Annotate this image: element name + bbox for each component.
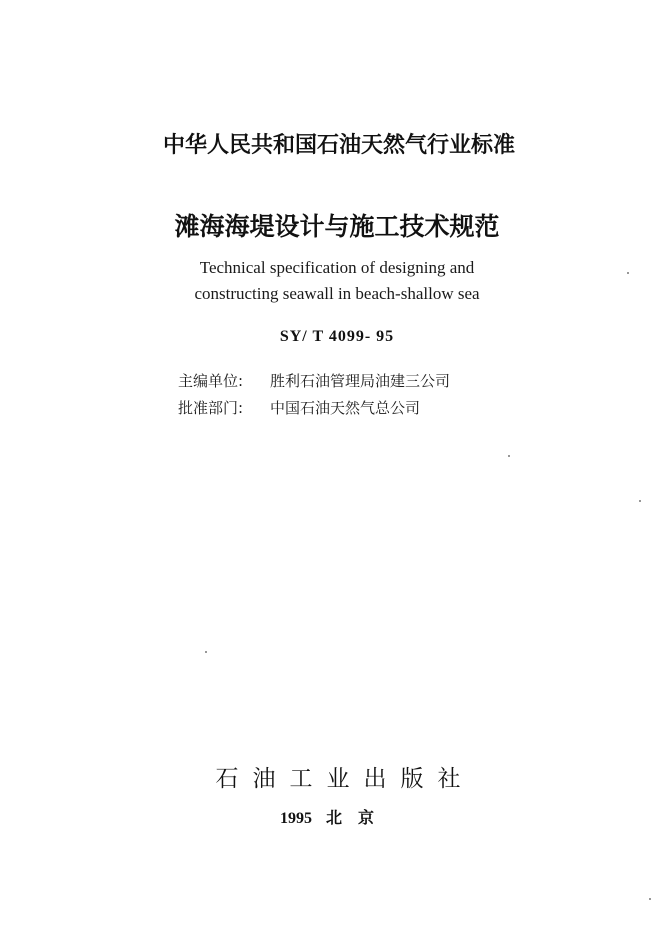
scan-speck — [639, 500, 641, 502]
approver-dept-row — [178, 397, 420, 418]
standard-series-title: 中华人民共和国石油天然气行业标准 — [162, 133, 515, 158]
publisher-name: 石油工业出版社 — [215, 766, 475, 792]
approver-dept-value: 中国石油天然气总公司 — [270, 399, 421, 417]
document-title-english-line-2: constructing seawall in beach-shallow sea — [194, 284, 480, 303]
editor-unit-value: 胜利石油管理局油建三公司 — [270, 372, 451, 390]
scan-speck — [627, 272, 629, 274]
editor-unit-label: 主编单位: — [178, 372, 244, 390]
scan-speck — [649, 898, 651, 900]
approver-dept-label: 批准部门: — [178, 399, 244, 417]
scan-speck — [205, 651, 207, 653]
publication-city: 北京 — [325, 808, 390, 827]
document-title-english-line-1: Technical specification of designing and — [199, 258, 475, 277]
publication-year-city — [4, 805, 662, 828]
scan-speck — [508, 455, 510, 457]
editor-unit-row — [178, 370, 450, 391]
document-title-chinese: 滩海海堤设计与施工技术规范 — [174, 212, 500, 241]
publication-year: 1995 — [279, 810, 312, 827]
standard-code: SY/ T 4099- 95 — [279, 328, 395, 345]
